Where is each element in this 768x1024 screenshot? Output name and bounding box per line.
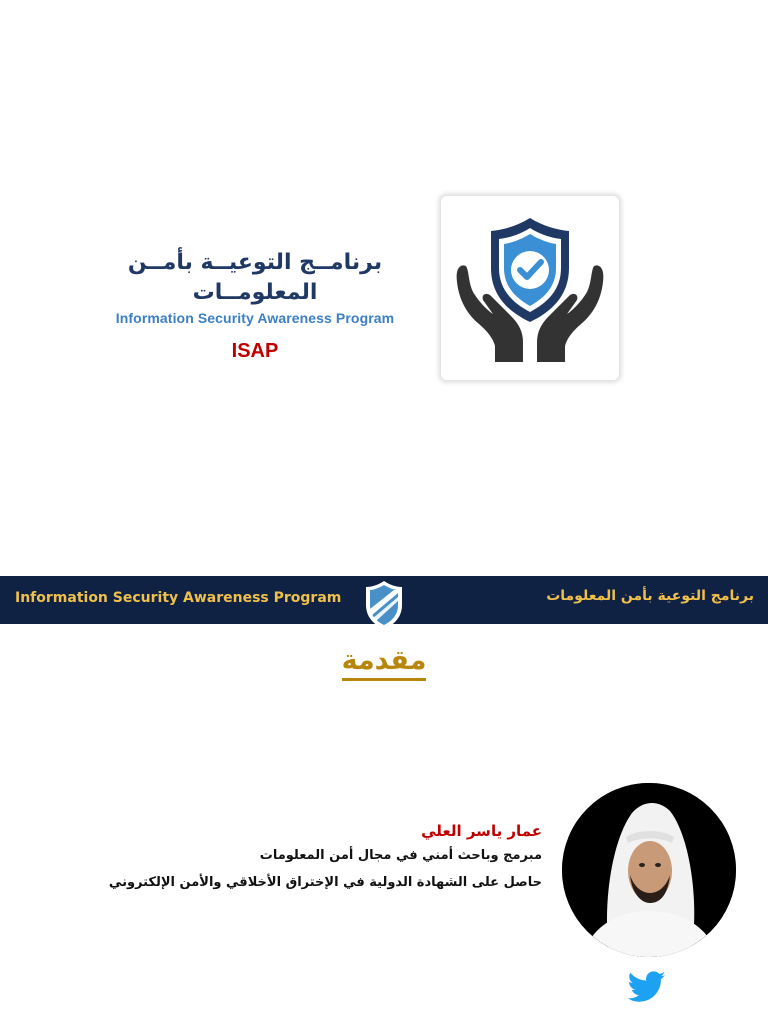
header-banner bbox=[0, 576, 768, 624]
shield-check-hands-icon bbox=[447, 204, 613, 372]
author-photo-icon bbox=[562, 783, 736, 957]
program-acronym: ISAP bbox=[231, 340, 279, 362]
twitter-icon[interactable] bbox=[628, 970, 666, 1004]
program-title-arabic: برنامــج التوعيــة بأمــن المعلومــات bbox=[127, 250, 383, 305]
section-heading bbox=[0, 645, 768, 681]
author-info bbox=[92, 822, 542, 902]
banner-title-arabic: برنامج التوعية بأمن المعلومات bbox=[546, 588, 754, 604]
author-name: عمار ياسر العلي bbox=[421, 822, 542, 840]
banner-title-english: Information Security Awareness Program bbox=[15, 590, 342, 606]
cover-title-block bbox=[100, 248, 410, 363]
author-title: مبرمج وباحث أمني في مجال أمن المعلومات bbox=[259, 848, 542, 863]
author-avatar bbox=[562, 783, 736, 957]
author-certification: حاصل على الشهادة الدولية في الإختراق الأخلاقي والأمن الإلكتروني bbox=[108, 875, 542, 890]
program-title-english: Information Security Awareness Program bbox=[115, 310, 395, 326]
program-logo bbox=[441, 196, 619, 380]
section-heading-text: مقدمة bbox=[342, 645, 427, 681]
shield-icon bbox=[364, 579, 404, 631]
